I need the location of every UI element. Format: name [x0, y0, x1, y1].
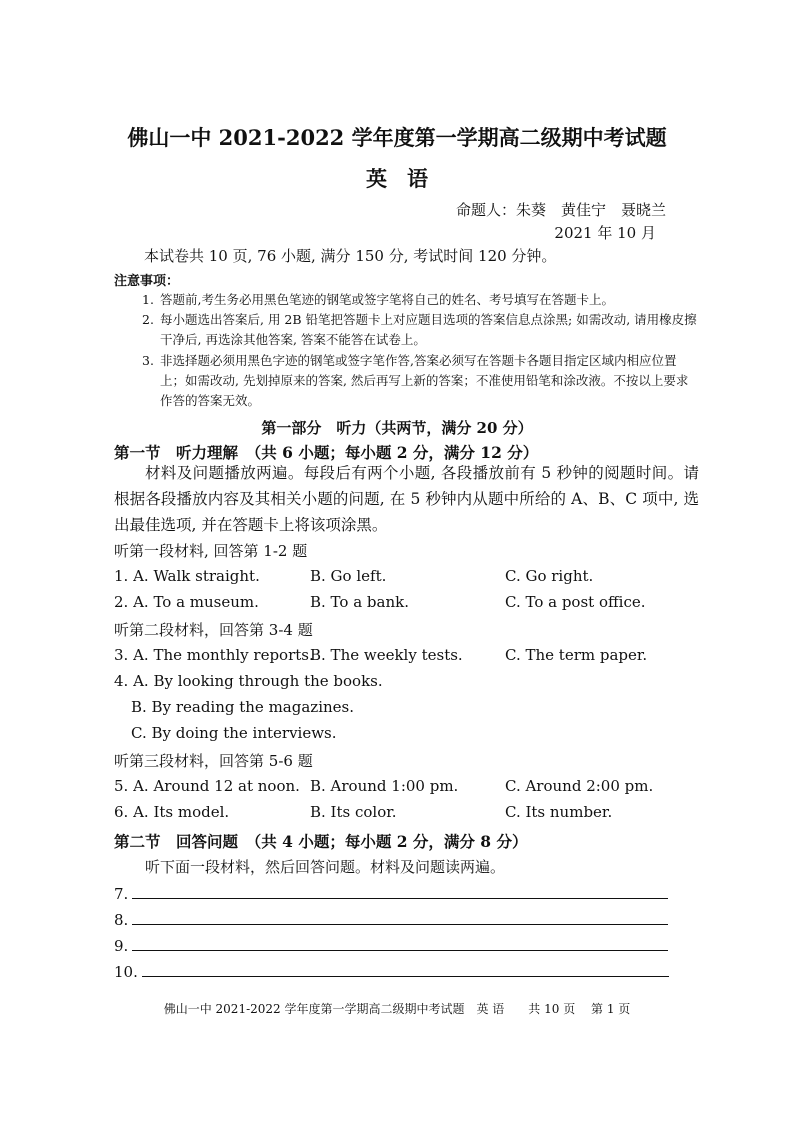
exam-title: 佛山一中 2021-2022 学年度第一学期高二级期中考试题	[127, 125, 667, 150]
part1-title: 第一部分 听力（共两节，满分 20 分）	[261, 419, 533, 437]
answer-blank[interactable]	[142, 962, 669, 977]
question-4: 4. A. By looking through the books.	[114, 672, 383, 690]
note-text: 答题前,考生务必用黑色笔迹的钢笔或签字笔将自己的姓名、考号填写在答题卡上。	[160, 292, 614, 307]
question-5-option-c: C. Around 2:00 pm.	[505, 777, 654, 795]
note-text: 非选择题必须用黑色字迹的钢笔或签字笔作答,答案必须写在答题卡各题目指定区域内相应位置上；如需改动, 先划掉原来的答案, 然后再写上新的答案；不准使用铅笔和涂改液。不按以上要求作答的答案无效。	[160, 353, 689, 408]
answer-number: 7.	[114, 885, 129, 903]
option-a: 3. A. The monthly reports.	[114, 646, 314, 664]
section1-title: 第一节 听力理解 （共 6 小题；每小题 2 分，满分 12 分）	[114, 443, 539, 462]
note-number: 1.	[142, 292, 154, 307]
exam-intro: 本试卷共 10 页, 76 小题, 满分 150 分, 考试时间 120 分钟。	[144, 247, 557, 265]
question-1-option-b: B. Go left.	[310, 567, 387, 585]
answer-number: 8.	[114, 911, 129, 929]
answer-blank[interactable]	[132, 884, 668, 899]
answer-line-9	[114, 936, 668, 955]
page-footer: 佛山一中 2021-2022 学年度第一学期高二级期中考试题 英 语 共 10 页 第 1 页	[163, 1002, 631, 1016]
answer-blank[interactable]	[132, 910, 668, 925]
question-5	[114, 777, 300, 795]
question-1	[114, 567, 260, 585]
answer-line-10	[114, 962, 669, 981]
option-a: 5. A. Around 12 at noon.	[114, 777, 300, 795]
subject-heading: 英语	[366, 166, 448, 191]
question-6-option-b: B. Its color.	[310, 803, 397, 821]
note-text: 每小题选出答案后, 用 2B 铅笔把答题卡上对应题目选项的答案信息点涂黑; 如需改动, 请用橡皮擦干净后, 再选涂其他答案, 答案不能答在试卷上。	[160, 312, 697, 347]
answer-number: 9.	[114, 937, 129, 955]
section2-instructions: 听下面一段材料，然后回答问题。材料及问题读两遍。	[145, 858, 506, 876]
answer-line-8	[114, 910, 668, 929]
question-2-option-b: B. To a bank.	[310, 593, 409, 611]
question-3-option-c: C. The term paper.	[505, 646, 648, 664]
answer-number: 10.	[114, 963, 138, 981]
question-3	[114, 646, 314, 664]
answer-line-7	[114, 884, 668, 903]
note-number: 2.	[142, 312, 154, 327]
segment2-heading: 听第二段材料，回答第 3-4 题	[114, 621, 313, 639]
question-2-option-c: C. To a post office.	[505, 593, 646, 611]
option-a: 2. A. To a museum.	[114, 593, 259, 611]
note-number: 3.	[142, 353, 154, 368]
option-a: 1. A. Walk straight.	[114, 567, 260, 585]
question-6-option-c: C. Its number.	[505, 803, 613, 821]
question-1-option-c: C. Go right.	[505, 567, 594, 585]
question-4-option-b: B. By reading the magazines.	[131, 698, 354, 716]
notes-title: 注意事项：	[114, 274, 180, 289]
exam-date: 2021 年 10 月	[554, 224, 656, 242]
question-3-option-b: B. The weekly tests.	[310, 646, 463, 664]
segment3-heading: 听第三段材料，回答第 5-6 题	[114, 752, 313, 770]
segment1-heading: 听第一段材料, 回答第 1-2 题	[114, 542, 308, 560]
answer-blank[interactable]	[132, 936, 668, 951]
question-4-option-c: C. By doing the interviews.	[131, 724, 337, 742]
question-6	[114, 803, 229, 821]
section1-instructions: 材料及问题播放两遍。每段后有两个小题, 各段播放前有 5 秒钟的阅题时间。请根据各段播放内容及其相关小题的问题, 在 5 秒钟内从题中所给的 A、B、C 项中, 选出最佳选项, 并在答题卡上将该项涂黑。	[114, 464, 699, 534]
question-2	[114, 593, 259, 611]
authors-line: 命题人：朱葵 黄佳宁 聂晓兰	[455, 201, 666, 219]
option-a: 6. A. Its model.	[114, 803, 230, 821]
question-5-option-b: B. Around 1:00 pm.	[310, 777, 459, 795]
section2-title: 第二节 回答问题 （共 4 小题；每小题 2 分，满分 8 分）	[114, 832, 528, 851]
